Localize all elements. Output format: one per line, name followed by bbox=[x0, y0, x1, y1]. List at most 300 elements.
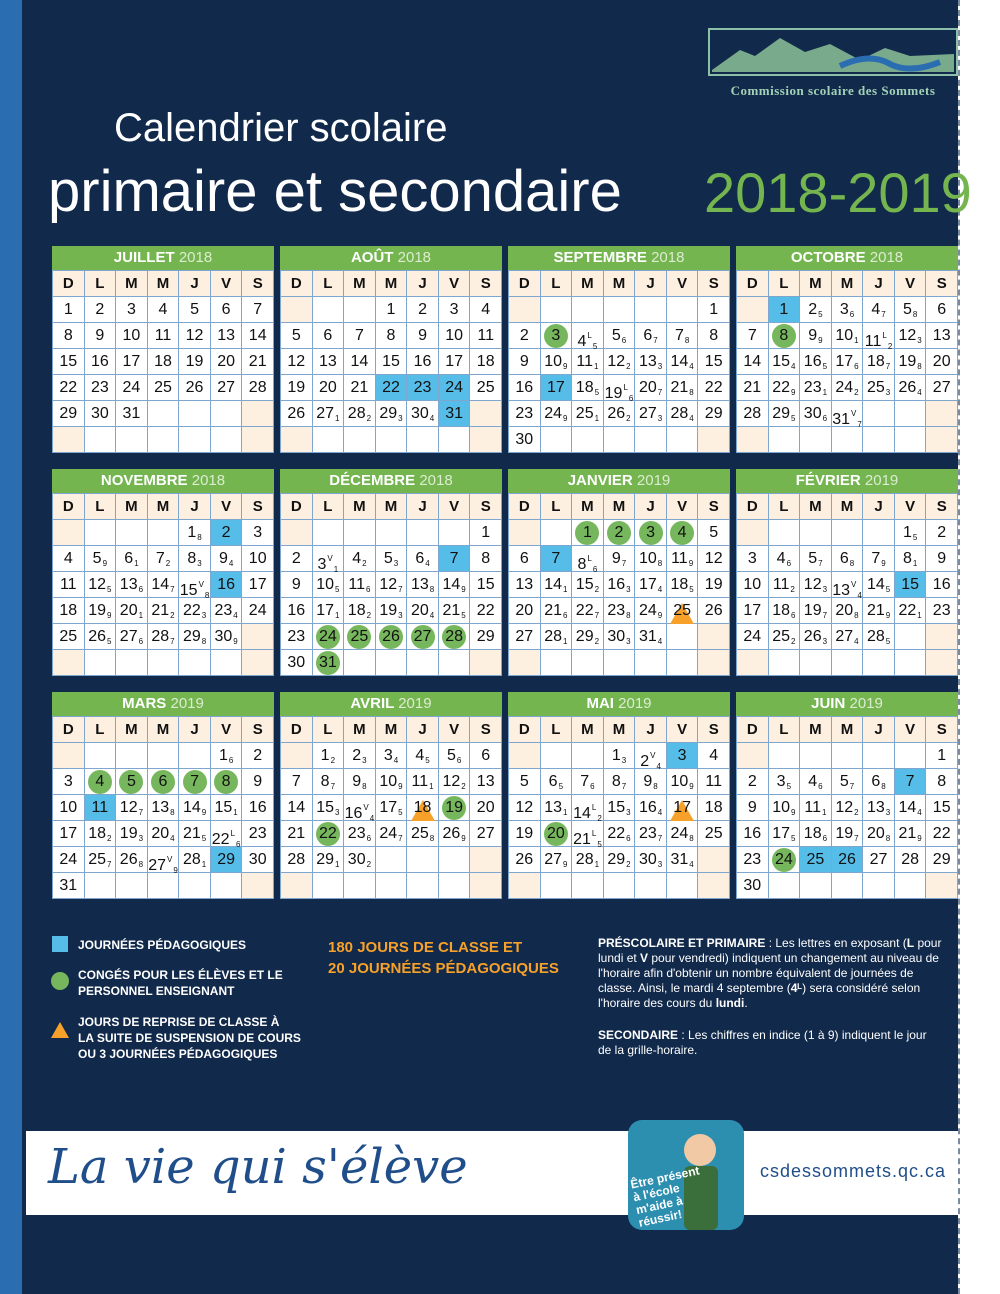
day-cell bbox=[407, 795, 438, 820]
day-cell bbox=[439, 297, 470, 322]
day-number: 1 bbox=[320, 747, 330, 764]
empty-cell bbox=[698, 847, 729, 872]
day-cell bbox=[863, 375, 894, 400]
day-number: 12 bbox=[515, 799, 534, 816]
cycle-day-number: 2 bbox=[626, 414, 631, 423]
month-grid bbox=[52, 270, 274, 453]
day-number: 14 bbox=[670, 353, 689, 370]
weekday-header: J bbox=[407, 717, 438, 742]
day-cell bbox=[926, 769, 957, 794]
month-year: 2018 bbox=[191, 472, 226, 489]
day-number: 4 bbox=[677, 524, 687, 541]
cycle-day-number: 7 bbox=[657, 388, 663, 397]
empty-cell bbox=[242, 873, 273, 898]
cycle-day-number: 5 bbox=[335, 585, 340, 594]
cycle-day-number: 9 bbox=[201, 808, 207, 817]
day-number: 24 bbox=[544, 405, 563, 422]
day-number: 12 bbox=[835, 799, 854, 816]
cycle-day-number: 2 bbox=[791, 637, 796, 646]
day-cell bbox=[572, 821, 603, 849]
weekday-header: V bbox=[667, 271, 698, 296]
cycle-day-number: 6 bbox=[563, 611, 568, 620]
day-number: 18 bbox=[575, 379, 594, 396]
day-cell bbox=[376, 624, 407, 649]
empty-cell bbox=[53, 743, 84, 768]
cycle-day-number: 7 bbox=[818, 559, 823, 568]
day-number: 21 bbox=[670, 379, 689, 396]
day-number: 7 bbox=[291, 773, 301, 790]
day-number: 5 bbox=[709, 524, 719, 541]
day-cell bbox=[281, 847, 312, 872]
cycle-day-number: 4 bbox=[233, 611, 238, 620]
weekday-header: D bbox=[737, 271, 768, 296]
day-number: 22 bbox=[898, 602, 917, 619]
day-cell bbox=[800, 546, 831, 571]
cycle-day-number: 7 bbox=[170, 585, 175, 594]
weekday-header: S bbox=[926, 717, 957, 742]
empty-cell bbox=[698, 650, 729, 675]
day-number: 5 bbox=[519, 773, 529, 790]
day-number: 11 bbox=[705, 773, 722, 790]
day-cell bbox=[769, 795, 800, 820]
cycle-day-number: 4 bbox=[429, 414, 435, 423]
weekday-header: V bbox=[211, 717, 242, 742]
cycle-day-number: 9 bbox=[173, 866, 178, 875]
day-cell bbox=[313, 349, 344, 374]
cycle-day-number: 4 bbox=[689, 860, 694, 869]
empty-cell bbox=[604, 873, 635, 898]
day-number: 18 bbox=[88, 825, 107, 842]
day-cell bbox=[116, 349, 147, 374]
day-number: 19 bbox=[379, 602, 398, 619]
day-cell bbox=[211, 795, 242, 820]
empty-cell bbox=[863, 650, 894, 675]
day-cell bbox=[832, 624, 863, 649]
cycle-day-number: 9 bbox=[233, 637, 238, 646]
day-number: 27 bbox=[544, 851, 563, 868]
cycle-day-number: 6 bbox=[822, 834, 828, 843]
weekday-header: M bbox=[572, 271, 603, 296]
day-number: 7 bbox=[747, 327, 757, 344]
empty-cell bbox=[737, 520, 768, 545]
day-cell bbox=[572, 847, 603, 872]
schedule-letter: L bbox=[230, 829, 236, 838]
empty-cell bbox=[832, 520, 863, 545]
month-grid bbox=[736, 270, 958, 453]
day-number: 1 bbox=[611, 747, 621, 764]
day-number: 16 bbox=[803, 353, 822, 370]
day-number: 25 bbox=[154, 379, 172, 396]
day-number: 17 bbox=[59, 825, 78, 842]
day-cell bbox=[439, 795, 470, 820]
day-cell bbox=[926, 795, 957, 820]
day-cell bbox=[242, 349, 273, 374]
day-cell bbox=[895, 546, 926, 571]
empty-cell bbox=[509, 650, 540, 675]
day-number: 19 bbox=[88, 602, 107, 619]
day-cell bbox=[85, 847, 116, 872]
day-cell bbox=[800, 624, 831, 649]
day-cell bbox=[895, 821, 926, 846]
school-year: 2018-2019 bbox=[704, 161, 972, 224]
day-number: 23 bbox=[347, 825, 366, 842]
day-cell bbox=[53, 297, 84, 322]
month-6 bbox=[508, 469, 730, 676]
empty-cell bbox=[376, 520, 407, 545]
empty-cell bbox=[313, 873, 344, 898]
weekday-header: L bbox=[541, 494, 572, 519]
day-cell bbox=[895, 795, 926, 820]
cycle-day-number: 9 bbox=[398, 782, 403, 791]
cycle-day-number: 5 bbox=[885, 585, 891, 594]
day-cell bbox=[541, 821, 572, 846]
schedule-letter: V bbox=[363, 803, 369, 812]
day-cell bbox=[376, 297, 407, 322]
day-cell bbox=[635, 349, 666, 374]
day-cell bbox=[148, 375, 179, 400]
cycle-day-number: 5 bbox=[791, 414, 796, 423]
weekday-header: D bbox=[281, 494, 312, 519]
day-number: 4 bbox=[776, 550, 786, 567]
cycle-day-number: 7 bbox=[170, 637, 175, 646]
day-cell bbox=[737, 598, 768, 623]
cycle-day-number: 4 bbox=[393, 756, 399, 765]
day-number: 2 bbox=[937, 524, 947, 541]
day-cell bbox=[179, 520, 210, 545]
legend-makeup-line1: JOURS DE REPRISE DE CLASSE À bbox=[78, 1015, 280, 1029]
day-cell bbox=[470, 520, 501, 545]
day-number: 8 bbox=[709, 327, 719, 344]
day-number: 13 bbox=[932, 327, 951, 344]
day-cell bbox=[179, 821, 210, 846]
cycle-day-number: 1 bbox=[563, 585, 568, 594]
empty-cell bbox=[211, 650, 242, 675]
cycle-day-number: 3 bbox=[657, 860, 663, 869]
schedule-letter: L bbox=[882, 331, 887, 340]
day-cell bbox=[604, 821, 635, 846]
title-line-2: primaire et secondaire bbox=[48, 159, 622, 224]
day-number: 3 bbox=[646, 524, 656, 541]
day-cell bbox=[541, 769, 572, 794]
empty-cell bbox=[895, 650, 926, 675]
day-cell bbox=[242, 847, 273, 872]
day-cell bbox=[179, 297, 210, 322]
empty-cell bbox=[667, 624, 698, 649]
day-cell bbox=[344, 323, 375, 348]
day-number: 21 bbox=[743, 379, 762, 396]
schedule-letter: V bbox=[650, 751, 656, 760]
empty-cell bbox=[926, 401, 957, 426]
day-number: 9 bbox=[747, 799, 757, 816]
cycle-day-number: 4 bbox=[917, 808, 922, 817]
day-number: 19 bbox=[898, 353, 917, 370]
day-cell bbox=[313, 650, 344, 675]
weekday-header: J bbox=[635, 271, 666, 296]
day-cell bbox=[541, 349, 572, 374]
day-number: 28 bbox=[670, 405, 689, 422]
day-number: 20 bbox=[835, 602, 854, 619]
day-number: 13 bbox=[515, 576, 534, 593]
cycle-day-number: 8 bbox=[917, 362, 922, 371]
day-cell bbox=[800, 795, 831, 820]
day-number: 27 bbox=[476, 825, 495, 842]
day-number: 18 bbox=[59, 602, 78, 619]
day-cell bbox=[53, 546, 84, 571]
day-number: 13 bbox=[866, 799, 885, 816]
day-number: 11 bbox=[411, 773, 429, 790]
empty-cell bbox=[604, 297, 635, 322]
cycle-day-number: 8 bbox=[429, 585, 435, 594]
day-cell bbox=[698, 546, 729, 571]
day-cell bbox=[179, 572, 210, 600]
day-number: 25 bbox=[772, 628, 791, 645]
cycle-day-number: 9 bbox=[563, 414, 568, 423]
day-cell bbox=[116, 375, 147, 400]
weekday-header: M bbox=[116, 717, 147, 742]
day-cell bbox=[863, 821, 894, 846]
day-cell bbox=[313, 572, 344, 597]
day-cell bbox=[281, 349, 312, 374]
empty-cell bbox=[800, 873, 831, 898]
day-cell bbox=[313, 375, 344, 400]
day-number: 24 bbox=[59, 851, 78, 868]
day-number: 29 bbox=[379, 405, 398, 422]
day-number: 28 bbox=[151, 628, 170, 645]
cycle-day-number: 6 bbox=[456, 756, 462, 765]
day-cell bbox=[281, 624, 312, 649]
cycle-day-number: 5 bbox=[201, 834, 207, 843]
day-cell bbox=[604, 546, 635, 571]
day-number: 21 bbox=[544, 602, 563, 619]
day-number: 27 bbox=[413, 628, 432, 645]
day-cell bbox=[179, 349, 210, 374]
day-cell bbox=[313, 847, 344, 872]
day-cell bbox=[376, 349, 407, 374]
day-cell bbox=[635, 821, 666, 846]
day-cell bbox=[737, 769, 768, 794]
day-number: 5 bbox=[291, 327, 301, 344]
cycle-day-number: 1 bbox=[201, 860, 207, 869]
day-cell bbox=[800, 349, 831, 374]
day-cell bbox=[281, 769, 312, 794]
weekday-header: S bbox=[926, 494, 957, 519]
cycle-day-number: 7 bbox=[822, 611, 828, 620]
logo-mountains-icon bbox=[708, 28, 958, 76]
day-number: 25 bbox=[866, 379, 885, 396]
month-header bbox=[508, 692, 730, 716]
cycle-day-number: 9 bbox=[461, 834, 466, 843]
day-number: 14 bbox=[898, 799, 917, 816]
day-cell bbox=[53, 795, 84, 820]
day-cell bbox=[242, 598, 273, 623]
day-number: 4 bbox=[577, 333, 587, 350]
day-cell bbox=[832, 598, 863, 623]
day-cell bbox=[376, 795, 407, 820]
day-cell bbox=[179, 546, 210, 571]
month-name: AVRIL bbox=[350, 695, 395, 712]
day-cell bbox=[635, 769, 666, 794]
badge-text: Être présent à l'école m'aide à réussir! bbox=[629, 1163, 701, 1230]
day-cell bbox=[737, 323, 768, 348]
cycle-day-number: 2 bbox=[790, 585, 795, 594]
empty-cell bbox=[281, 427, 312, 452]
day-cell bbox=[53, 821, 84, 846]
weekday-header: D bbox=[53, 271, 84, 296]
day-cell bbox=[509, 847, 540, 872]
day-cell bbox=[211, 349, 242, 374]
day-number: 17 bbox=[316, 602, 335, 619]
day-cell bbox=[85, 572, 116, 597]
day-number: 7 bbox=[871, 550, 881, 567]
weekday-header: M bbox=[376, 717, 407, 742]
day-number: 14 bbox=[573, 805, 591, 822]
left-edge-stripe bbox=[0, 0, 22, 1294]
day-number: 6 bbox=[839, 550, 849, 567]
cycle-day-number: 1 bbox=[917, 611, 922, 620]
day-cell bbox=[376, 323, 407, 348]
day-cell bbox=[698, 743, 729, 768]
cycle-day-number: 8 bbox=[197, 533, 202, 542]
day-cell bbox=[926, 323, 957, 348]
cycle-day-number: 7 bbox=[594, 611, 600, 620]
month-1 bbox=[280, 246, 502, 453]
day-cell bbox=[470, 323, 501, 348]
day-cell bbox=[667, 401, 698, 426]
day-cell bbox=[926, 847, 957, 872]
day-number: 22 bbox=[476, 602, 495, 619]
day-number: 3 bbox=[126, 301, 136, 318]
day-cell bbox=[344, 598, 375, 623]
cycle-day-number: 5 bbox=[822, 362, 828, 371]
day-cell bbox=[53, 847, 84, 872]
empty-cell bbox=[863, 873, 894, 898]
day-cell bbox=[832, 401, 863, 429]
empty-cell bbox=[85, 520, 116, 545]
cycle-day-number: 7 bbox=[107, 860, 112, 869]
day-number: 31 bbox=[122, 405, 141, 422]
cycle-day-number: 1 bbox=[594, 860, 600, 869]
empty-cell bbox=[832, 873, 863, 898]
day-cell bbox=[698, 821, 729, 846]
weekday-header: S bbox=[242, 717, 273, 742]
day-number: 20 bbox=[638, 379, 657, 396]
cycle-day-number: 1 bbox=[335, 611, 340, 620]
day-number: 21 bbox=[442, 602, 461, 619]
day-cell bbox=[832, 349, 863, 374]
day-cell bbox=[53, 323, 84, 348]
day-number: 23 bbox=[214, 602, 233, 619]
day-number: 26 bbox=[704, 602, 723, 619]
day-cell bbox=[53, 769, 84, 794]
empty-cell bbox=[148, 401, 179, 426]
empty-cell bbox=[439, 650, 470, 675]
day-number: 16 bbox=[217, 576, 236, 593]
day-cell bbox=[509, 323, 540, 348]
cycle-day-number: 6 bbox=[854, 362, 859, 371]
cycle-day-number: 2 bbox=[594, 585, 600, 594]
day-cell bbox=[179, 598, 210, 623]
empty-cell bbox=[635, 873, 666, 898]
day-cell bbox=[769, 821, 800, 846]
weekday-header: V bbox=[439, 717, 470, 742]
weekday-header: L bbox=[313, 271, 344, 296]
empty-cell bbox=[800, 427, 831, 452]
day-cell bbox=[926, 349, 957, 374]
day-cell bbox=[407, 546, 438, 571]
day-number: 10 bbox=[248, 550, 267, 567]
day-cell bbox=[698, 769, 729, 794]
empty-cell bbox=[376, 873, 407, 898]
empty-cell bbox=[211, 401, 242, 426]
month-grid bbox=[52, 716, 274, 899]
day-cell bbox=[407, 375, 438, 400]
empty-cell bbox=[509, 297, 540, 322]
day-number: 28 bbox=[287, 851, 306, 868]
day-cell bbox=[541, 401, 572, 426]
empty-cell bbox=[344, 520, 375, 545]
day-cell bbox=[313, 769, 344, 794]
note-primary: PRÉSCOLAIRE ET PRIMAIRE : Les lettres en exposant (L pour lundi et V pour vendredi) indiquent un changement au niveau de l'horaire afin d'obtenir un nombre équivalent de journées de classe. Ainsi, le mardi 4 septembre (4ᴸ) sera considéré selon l'horaire des cours du lundi. bbox=[598, 936, 942, 1010]
weekday-header: M bbox=[344, 494, 375, 519]
day-cell bbox=[211, 375, 242, 400]
month-10 bbox=[508, 692, 730, 899]
day-number: 2 bbox=[808, 301, 818, 318]
cycle-day-number: 1 bbox=[333, 565, 339, 574]
day-cell bbox=[737, 821, 768, 846]
day-cell bbox=[407, 743, 438, 768]
day-cell bbox=[832, 375, 863, 400]
day-number: 14 bbox=[248, 327, 267, 344]
day-number: 1 bbox=[937, 747, 947, 764]
day-cell bbox=[926, 743, 957, 768]
day-number: 12 bbox=[898, 327, 917, 344]
weekday-header: V bbox=[439, 494, 470, 519]
day-cell bbox=[116, 598, 147, 623]
day-number: 19 bbox=[604, 385, 623, 402]
cycle-day-number: 2 bbox=[366, 414, 372, 423]
day-cell bbox=[667, 743, 698, 768]
cycle-day-number: 7 bbox=[657, 834, 663, 843]
empty-cell bbox=[800, 650, 831, 675]
cycle-day-number: 5 bbox=[786, 782, 792, 791]
day-cell bbox=[698, 297, 729, 322]
day-number: 6 bbox=[323, 327, 333, 344]
day-number: 29 bbox=[316, 851, 335, 868]
cycle-day-number: 8 bbox=[849, 559, 855, 568]
day-number: 20 bbox=[932, 353, 951, 370]
empty-cell bbox=[376, 650, 407, 675]
day-number: 1 bbox=[709, 301, 719, 318]
website-link[interactable]: csdessommets.qc.ca bbox=[760, 1161, 947, 1181]
cycle-day-number: 2 bbox=[594, 637, 600, 646]
day-cell bbox=[179, 375, 210, 400]
month-grid bbox=[508, 716, 730, 899]
day-cell bbox=[313, 821, 344, 846]
day-number: 23 bbox=[638, 825, 657, 842]
weekday-header: L bbox=[85, 494, 116, 519]
day-number: 30 bbox=[214, 628, 233, 645]
day-cell bbox=[895, 847, 926, 872]
weekday-header: S bbox=[698, 717, 729, 742]
day-number: 18 bbox=[670, 576, 689, 593]
day-number: 19 bbox=[185, 353, 204, 370]
day-number: 25 bbox=[575, 405, 594, 422]
weekday-header: J bbox=[635, 717, 666, 742]
empty-cell bbox=[281, 873, 312, 898]
empty-cell bbox=[344, 650, 375, 675]
day-number: 10 bbox=[743, 576, 762, 593]
day-number: 8 bbox=[386, 327, 396, 344]
